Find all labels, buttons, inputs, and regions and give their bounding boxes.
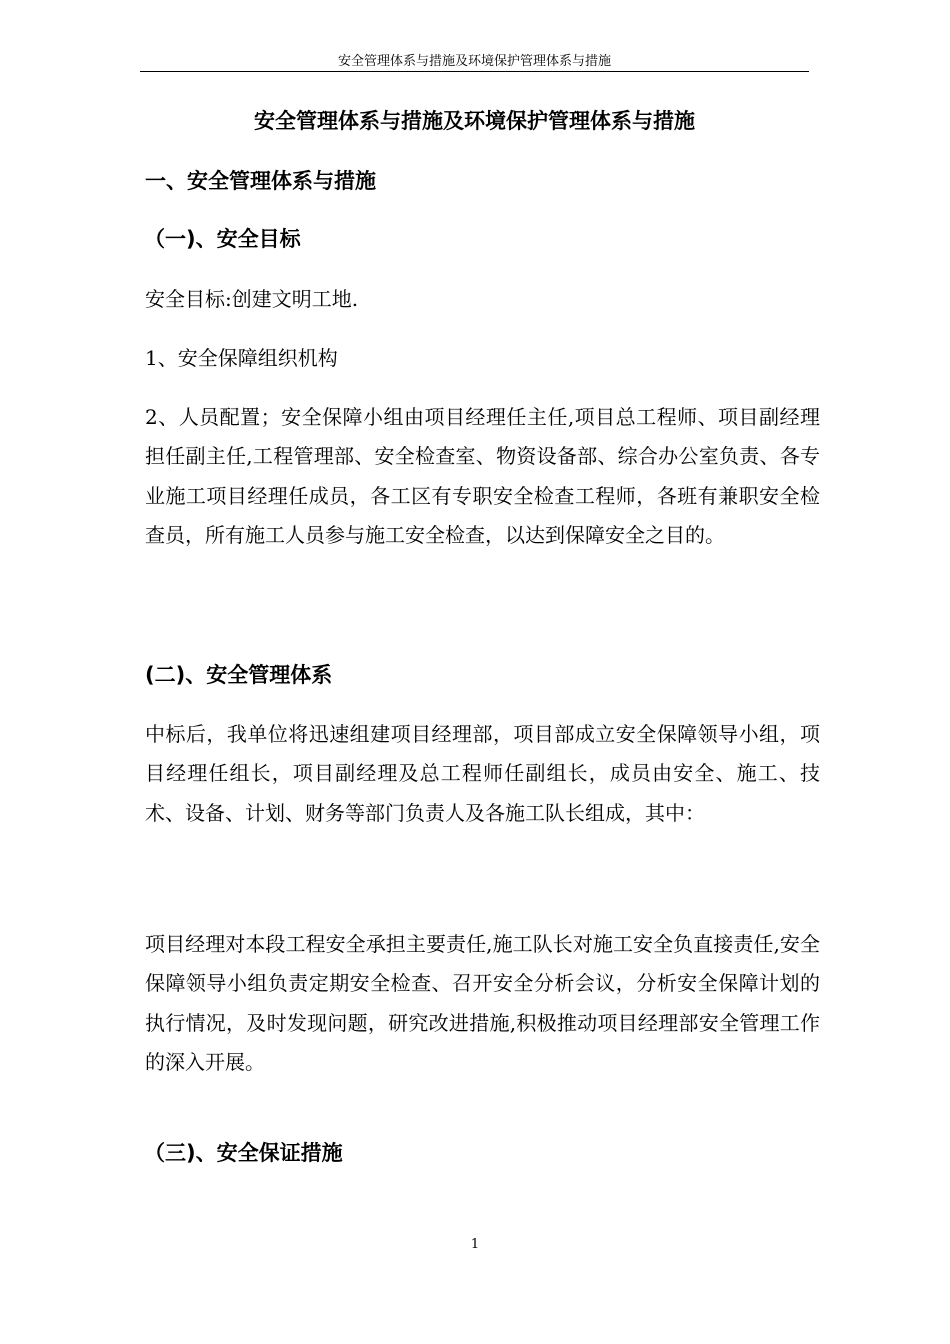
subsection-heading-safety-system: (二)、安全管理体系 (145, 663, 333, 687)
paragraph-safety-system-a: 中标后，我单位将迅速组建项目经理部，项目部成立安全保障领导小组，项目经理任组长，项目副经理及总工程师任副组长，成员由安全、施工、技术、设备、计划、财务等部门负责人及各施工队长组成，其中： (145, 722, 820, 825)
paragraph-safety-system-b: 项目经理对本段工程安全承担主要责任,施工队长对施工安全负直接责任,安全保障领导小组负责定期安全检查、召开安全分析会议，分析安全保障计划的执行情况，及时发现问题，研究改进措施,积极推动项目经理部安全管理工作的深入开展。 (145, 932, 820, 1074)
header-rule (140, 71, 809, 72)
document-title: 安全管理体系与措施及环境保护管理体系与措施 (254, 109, 695, 133)
paragraph-item-2: 2、人员配置；安全保障小组由项目经理任主任,项目总工程师、项目副经理担任副主任,工程管理部、安全检查室、物资设备部、综合办公室负责、各专业施工项目经理任成员，各工区有专职安全检查工程师，各班有兼职安全检查员，所有施工人员参与施工安全检查，以达到保障安全之目的。 (145, 405, 820, 547)
subsection-heading-safety-measures: （三)、安全保证措施 (144, 1141, 343, 1165)
subsection-heading-safety-goal: （一)、安全目标 (144, 227, 301, 251)
paragraph-safety-goal: 安全目标:创建文明工地. (145, 287, 359, 311)
paragraph-item-1: 1、安全保障组织机构 (145, 346, 338, 370)
page-number: 1 (470, 1237, 480, 1252)
section-heading-safety-management: 一、安全管理体系与措施 (145, 169, 376, 193)
running-header: 安全管理体系与措施及环境保护管理体系与措施 (337, 54, 611, 69)
